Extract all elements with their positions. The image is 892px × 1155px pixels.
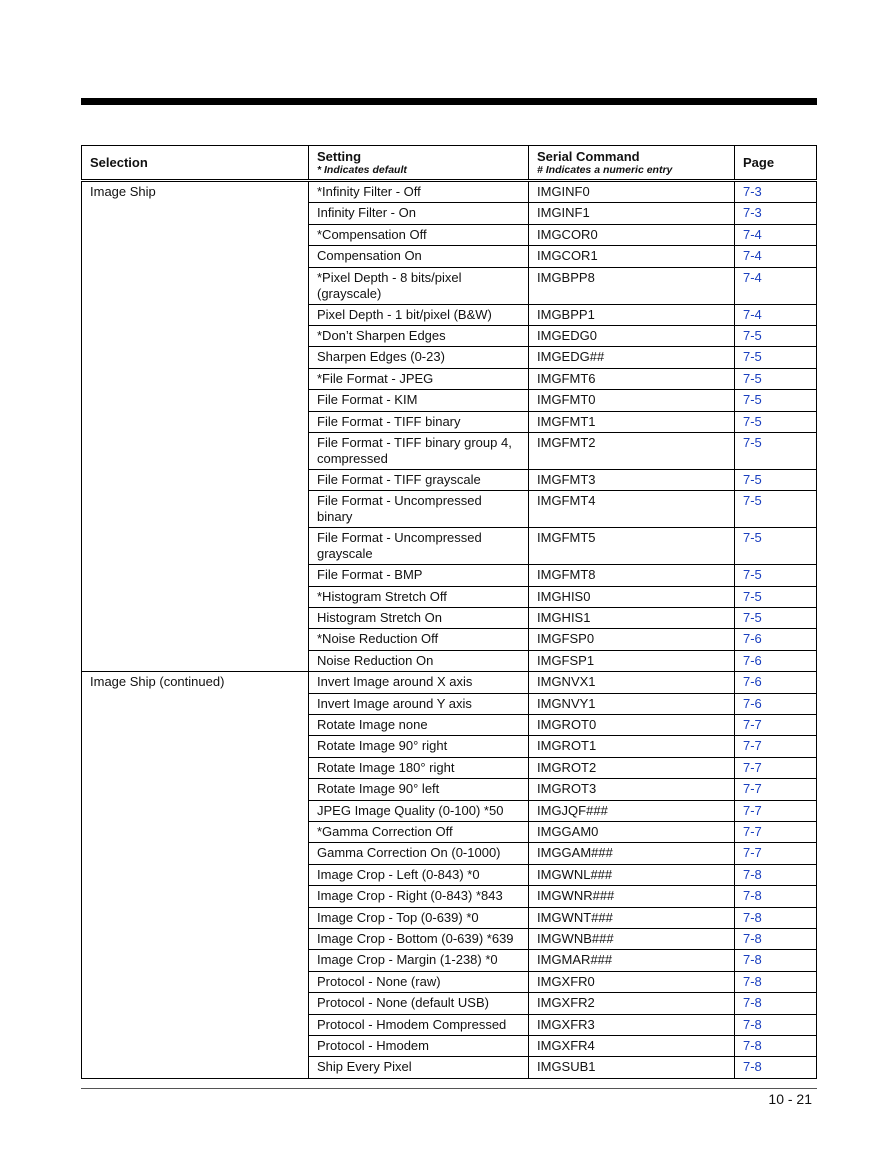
selection-cell: Image Ship	[82, 181, 309, 672]
serial-command-cell: IMGXFR4	[529, 1035, 735, 1056]
serial-command-cell: IMGFMT8	[529, 565, 735, 586]
setting-cell: File Format - KIM	[309, 390, 529, 411]
page-link[interactable]: 7-8	[743, 1059, 762, 1075]
page-cell	[735, 411, 817, 432]
page-cell	[735, 586, 817, 607]
page-link[interactable]: 7-4	[743, 226, 762, 242]
page-link[interactable]: 7-7	[743, 717, 762, 733]
header-selection: Selection	[82, 146, 309, 181]
setting-cell: *Infinity Filter - Off	[309, 181, 529, 203]
serial-command-cell: IMGFMT5	[529, 528, 735, 565]
serial-command-cell: IMGXFR0	[529, 971, 735, 992]
page-link[interactable]: 7-6	[743, 674, 762, 690]
serial-command-cell: IMGEDG0	[529, 325, 735, 346]
table-row	[82, 181, 817, 203]
serial-command-cell: IMGFMT2	[529, 432, 735, 469]
setting-cell: Ship Every Pixel	[309, 1057, 529, 1078]
table-header-row	[82, 146, 817, 181]
setting-cell: File Format - BMP	[309, 565, 529, 586]
page-cell	[735, 1014, 817, 1035]
serial-command-cell: IMGROT3	[529, 779, 735, 800]
setting-cell: *Noise Reduction Off	[309, 629, 529, 650]
setting-cell: Image Crop - Left (0-843) *0	[309, 864, 529, 885]
page-link[interactable]: 7-5	[743, 471, 762, 487]
page-cell	[735, 650, 817, 671]
serial-command-cell: IMGXFR2	[529, 993, 735, 1014]
serial-command-cell: IMGINF1	[529, 203, 735, 224]
page-link[interactable]: 7-6	[743, 631, 762, 647]
page-cell	[735, 390, 817, 411]
table-body	[82, 181, 817, 1079]
page-link[interactable]: 7-8	[743, 973, 762, 989]
page-link[interactable]: 7-5	[743, 434, 762, 450]
page-link[interactable]: 7-8	[743, 995, 762, 1011]
setting-cell: Image Crop - Margin (1-238) *0	[309, 950, 529, 971]
serial-command-cell: IMGWNR###	[529, 886, 735, 907]
page-cell	[735, 203, 817, 224]
page-link[interactable]: 7-8	[743, 909, 762, 925]
serial-command-cell: IMGFSP1	[529, 650, 735, 671]
serial-command-cell: IMGNVX1	[529, 672, 735, 693]
page-link[interactable]: 7-5	[743, 610, 762, 626]
page-link[interactable]: 7-3	[743, 205, 762, 221]
serial-command-cell: IMGFMT0	[529, 390, 735, 411]
setting-cell: File Format - Uncompressed binary	[309, 491, 529, 528]
page-cell	[735, 1057, 817, 1078]
serial-command-cell: IMGROT2	[529, 757, 735, 778]
page-link[interactable]: 7-8	[743, 888, 762, 904]
setting-cell: *Don’t Sharpen Edges	[309, 325, 529, 346]
page-link[interactable]: 7-7	[743, 738, 762, 754]
header-serial-command: Serial Command # Indicates a numeric entry	[529, 146, 735, 181]
page-link[interactable]: 7-6	[743, 652, 762, 668]
serial-command-cell: IMGINF0	[529, 181, 735, 203]
serial-command-cell: IMGWNB###	[529, 928, 735, 949]
page-cell	[735, 491, 817, 528]
page-cell	[735, 928, 817, 949]
page-link[interactable]: 7-7	[743, 759, 762, 775]
page-link[interactable]: 7-4	[743, 248, 762, 264]
page-cell	[735, 800, 817, 821]
serial-command-cell: IMGSUB1	[529, 1057, 735, 1078]
page-link[interactable]: 7-7	[743, 823, 762, 839]
serial-command-cell: IMGFMT1	[529, 411, 735, 432]
page-link[interactable]: 7-8	[743, 930, 762, 946]
page-link[interactable]: 7-7	[743, 802, 762, 818]
table-row	[82, 672, 817, 693]
setting-cell: *Compensation Off	[309, 224, 529, 245]
setting-cell: Protocol - Hmodem Compressed	[309, 1014, 529, 1035]
setting-cell: *File Format - JPEG	[309, 368, 529, 389]
setting-cell: Gamma Correction On (0-1000)	[309, 843, 529, 864]
page-link[interactable]: 7-8	[743, 1016, 762, 1032]
page-link[interactable]: 7-8	[743, 866, 762, 882]
setting-cell: Invert Image around X axis	[309, 672, 529, 693]
page-cell	[735, 821, 817, 842]
serial-command-cell: IMGBPP1	[529, 304, 735, 325]
page-link[interactable]: 7-5	[743, 413, 762, 429]
page-cell	[735, 779, 817, 800]
page-link[interactable]: 7-3	[743, 184, 762, 199]
setting-cell: Rotate Image 90° right	[309, 736, 529, 757]
page-cell	[735, 886, 817, 907]
serial-command-cell: IMGNVY1	[529, 693, 735, 714]
setting-cell: *Pixel Depth - 8 bits/pixel (grayscale)	[309, 267, 529, 304]
setting-cell: Protocol - None (raw)	[309, 971, 529, 992]
page-cell	[735, 608, 817, 629]
page-number: 10 - 21	[768, 1091, 812, 1107]
setting-cell: Rotate Image none	[309, 715, 529, 736]
page-cell	[735, 1035, 817, 1056]
setting-cell: Noise Reduction On	[309, 650, 529, 671]
serial-command-cell: IMGFMT3	[529, 469, 735, 490]
serial-command-cell: IMGHIS1	[529, 608, 735, 629]
serial-command-table	[81, 145, 817, 1079]
setting-cell: Invert Image around Y axis	[309, 693, 529, 714]
page-cell	[735, 736, 817, 757]
page-cell	[735, 672, 817, 693]
serial-command-cell: IMGGAM0	[529, 821, 735, 842]
setting-cell: Histogram Stretch On	[309, 608, 529, 629]
page-cell	[735, 246, 817, 267]
serial-command-cell: IMGJQF###	[529, 800, 735, 821]
serial-command-cell: IMGROT0	[529, 715, 735, 736]
setting-cell: File Format - Uncompressed grayscale	[309, 528, 529, 565]
page-cell	[735, 528, 817, 565]
setting-cell: File Format - TIFF binary	[309, 411, 529, 432]
page-cell	[735, 971, 817, 992]
page-cell	[735, 907, 817, 928]
page-link[interactable]: 7-7	[743, 845, 762, 861]
page-link[interactable]: 7-5	[743, 327, 762, 343]
page-cell	[735, 864, 817, 885]
setting-cell: Image Crop - Bottom (0-639) *639	[309, 928, 529, 949]
serial-command-cell: IMGMAR###	[529, 950, 735, 971]
bottom-rule	[81, 1088, 817, 1089]
page-link[interactable]: 7-5	[743, 392, 762, 408]
serial-command-cell: IMGCOR0	[529, 224, 735, 245]
serial-command-cell: IMGROT1	[529, 736, 735, 757]
selection-cell: Image Ship (continued)	[82, 672, 309, 1078]
serial-command-cell: IMGBPP8	[529, 267, 735, 304]
serial-command-cell: IMGGAM###	[529, 843, 735, 864]
page-cell	[735, 993, 817, 1014]
setting-cell: File Format - TIFF grayscale	[309, 469, 529, 490]
page-link[interactable]: 7-5	[743, 588, 762, 604]
page-cell	[735, 267, 817, 304]
setting-cell: Image Crop - Top (0-639) *0	[309, 907, 529, 928]
page-cell	[735, 565, 817, 586]
serial-command-cell: IMGWNT###	[529, 907, 735, 928]
page-link[interactable]: 7-5	[743, 567, 762, 583]
setting-note: * Indicates default	[317, 163, 407, 176]
page-link[interactable]: 7-6	[743, 695, 762, 711]
page-cell	[735, 304, 817, 325]
page-cell	[735, 629, 817, 650]
setting-cell: Rotate Image 180° right	[309, 757, 529, 778]
page-cell	[735, 432, 817, 469]
page-cell	[735, 181, 817, 203]
setting-cell: Sharpen Edges (0-23)	[309, 347, 529, 368]
page-link[interactable]: 7-8	[743, 952, 762, 968]
page-cell	[735, 347, 817, 368]
top-rule	[81, 98, 817, 105]
page-cell	[735, 757, 817, 778]
setting-cell: File Format - TIFF binary group 4, compressed	[309, 432, 529, 469]
serial-command-cell: IMGEDG##	[529, 347, 735, 368]
serial-command-cell: IMGCOR1	[529, 246, 735, 267]
page-link[interactable]: 7-4	[743, 269, 762, 285]
page-link[interactable]: 7-5	[743, 530, 762, 546]
page-link[interactable]: 7-5	[743, 349, 762, 365]
page-link[interactable]: 7-5	[743, 370, 762, 386]
page-link[interactable]: 7-7	[743, 781, 762, 797]
serial-command-cell: IMGFMT6	[529, 368, 735, 389]
setting-cell: Rotate Image 90° left	[309, 779, 529, 800]
setting-cell: Pixel Depth - 1 bit/pixel (B&W)	[309, 304, 529, 325]
page-cell	[735, 325, 817, 346]
serial-command-cell: IMGFSP0	[529, 629, 735, 650]
page-link[interactable]: 7-4	[743, 306, 762, 322]
page-link[interactable]: 7-8	[743, 1037, 762, 1053]
serial-note: # Indicates a numeric entry	[537, 163, 673, 176]
page-link[interactable]: 7-5	[743, 493, 762, 509]
setting-cell: *Histogram Stretch Off	[309, 586, 529, 607]
setting-cell: Compensation On	[309, 246, 529, 267]
setting-cell: Infinity Filter - On	[309, 203, 529, 224]
header-page: Page	[735, 146, 817, 181]
page-cell	[735, 224, 817, 245]
page-cell	[735, 469, 817, 490]
page-cell	[735, 715, 817, 736]
page-cell	[735, 843, 817, 864]
setting-cell: Image Crop - Right (0-843) *843	[309, 886, 529, 907]
serial-command-cell: IMGHIS0	[529, 586, 735, 607]
setting-cell: Protocol - None (default USB)	[309, 993, 529, 1014]
setting-cell: Protocol - Hmodem	[309, 1035, 529, 1056]
page-cell	[735, 693, 817, 714]
serial-command-cell: IMGFMT4	[529, 491, 735, 528]
serial-command-cell: IMGXFR3	[529, 1014, 735, 1035]
header-setting: Setting * Indicates default	[309, 146, 529, 181]
setting-cell: JPEG Image Quality (0-100) *50	[309, 800, 529, 821]
serial-command-cell: IMGWNL###	[529, 864, 735, 885]
setting-cell: *Gamma Correction Off	[309, 821, 529, 842]
page-cell	[735, 950, 817, 971]
page-cell	[735, 368, 817, 389]
